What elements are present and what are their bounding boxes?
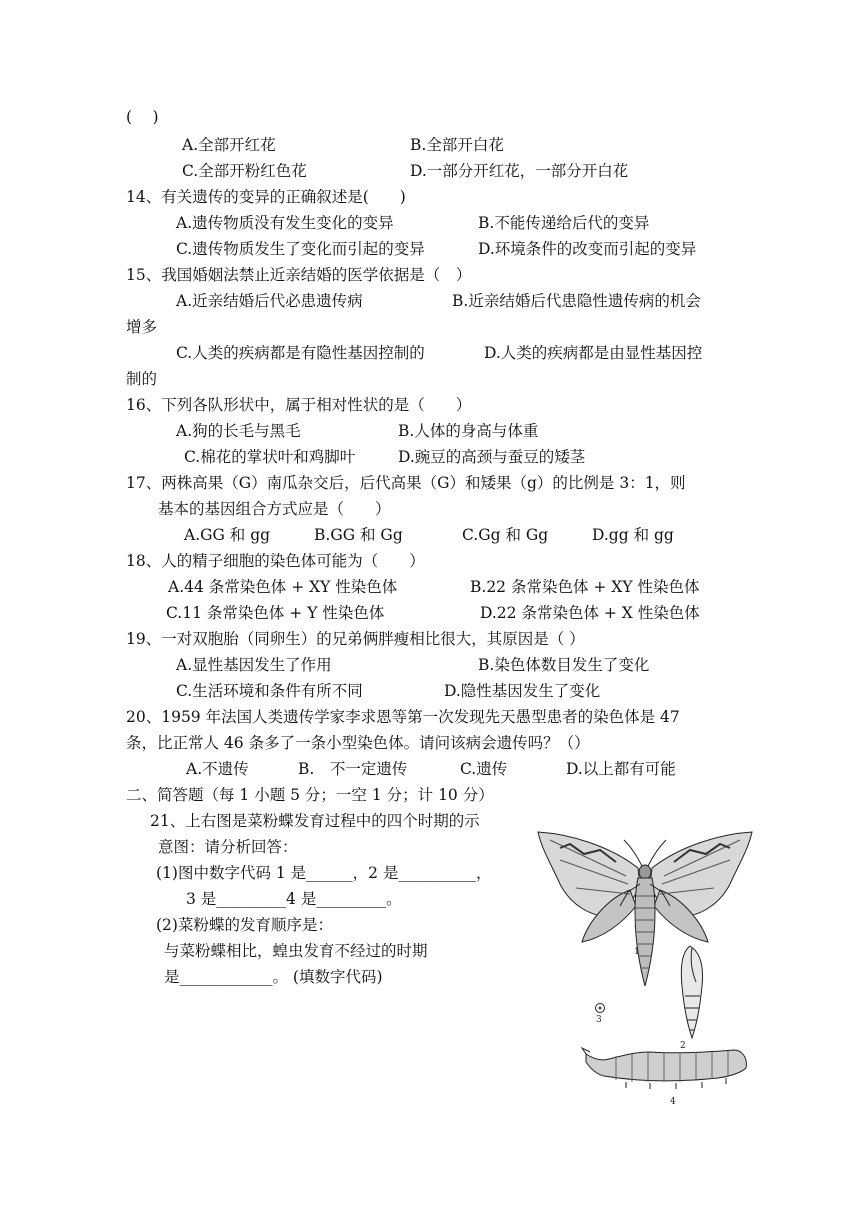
q18-stem: 18、人的精子细胞的染色体可能为（ ） [126,552,425,570]
q19-stem: 19、一对双胞胎（同卵生）的兄弟俩胖瘦相比很大，其原因是（ ） [126,630,585,648]
pupa [681,946,702,1038]
q17-option-c: C.Gg 和 Gg [462,526,549,544]
q13-option-d: D.一部分开红花，一部分开白花 [410,162,629,180]
q15-option-d: D.人类的疾病都是由显性基因控 [484,344,703,362]
q21-line-3: (1)图中数字代码 1 是______，2 是__________， [156,864,492,882]
q16-option-c: C.棉花的掌状叶和鸡脚叶 [184,448,356,466]
q13-option-a: A.全部开红花 [182,136,276,154]
q15-stem: 15、我国婚姻法禁止近亲结婚的医学依据是（ ） [126,266,472,284]
q13-option-b: B.全部开白花 [410,136,504,154]
adult-moth [538,832,752,986]
q20-option-d: D.以上都有可能 [566,760,676,778]
figure-label-1: 1 [634,947,640,957]
q17-option-d: D.gg 和 gg [592,526,674,544]
q13-option-c: C.全部开粉红色花 [182,162,307,180]
q20-option-a: A.不遗传 [186,760,249,778]
q21-line-5: (2)菜粉蝶的发育顺序是： [156,916,333,934]
egg [596,1004,605,1013]
q16-option-a: A.狗的长毛与黑毛 [176,422,301,440]
q15-option-d-cont: 制的 [126,370,158,388]
q14-option-a: A.遗传物质没有发生变化的变异 [176,214,394,232]
q18-option-b: B.22 条常染色体 + XY 性染色体 [470,578,700,596]
q19-option-b: B.染色体数目发生了变化 [478,656,650,674]
q17-stem-cont: 基本的基因组合方式应是（ ） [158,500,391,518]
q16-option-d: D.豌豆的高颈与蚕豆的矮茎 [398,448,586,466]
q21-line-6: 与菜粉蝶相比，蝗虫发育不经过的时期 [164,942,428,960]
q18-option-c: C.11 条常染色体 + Y 性染色体 [166,604,385,622]
q20-option-b: B. 不一定遗传 [298,760,408,778]
q18-option-d: D.22 条常染色体 + X 性染色体 [480,604,700,622]
q15-option-b: B.近亲结婚后代患隐性遗传病的机会 [452,292,701,310]
figure-label-4: 4 [670,1097,676,1107]
q13-paren: ( ) [126,108,159,126]
q14-option-b: B.不能传递给后代的变异 [478,214,650,232]
q21-line-1: 21、上右图是菜粉蝶发育过程中的四个时期的示 [150,812,480,830]
q20-option-c: C.遗传 [460,760,508,778]
q14-option-c: C.遗传物质发生了变化而引起的变异 [176,240,425,258]
q14-stem: 14、有关遗传的变异的正确叙述是( ) [126,188,406,206]
figure-label-2: 2 [680,1041,686,1051]
q16-stem: 16、下列各队形状中，属于相对性状的是（ ） [126,396,472,414]
q14-option-d: D.环境条件的改变而引起的变异 [478,240,697,258]
figure-label-3: 3 [596,1015,602,1025]
q17-option-b: B.GG 和 Gg [314,526,403,544]
q21-line-4: 3 是_________4 是_________。 [186,890,402,908]
q21-line-2: 意图：请分析回答： [158,838,298,856]
q21-line-7: 是____________。 (填数字代码) [164,968,383,986]
q17-option-a: A.GG 和 gg [184,526,271,544]
section-2-heading: 二、简答题（每 1 小题 5 分；一空 1 分；计 10 分） [126,786,494,804]
caterpillar [582,1048,746,1089]
q16-option-b: B.人体的身高与体重 [398,422,539,440]
q15-option-c: C.人类的疾病都是有隐性基因控制的 [176,344,425,362]
q19-option-a: A.显性基因发生了作用 [176,656,332,674]
q18-option-a: A.44 条常染色体 + XY 性染色体 [168,578,398,596]
q19-option-c: C.生活环境和条件有所不同 [176,682,363,700]
q17-stem: 17、两株高果（G）南瓜杂交后，后代高果（G）和矮果（g）的比例是 3：1，则 [126,474,686,492]
q19-option-d: D.隐性基因发生了变化 [444,682,601,700]
butterfly-life-cycle-figure [530,826,760,1116]
q20-stem: 20、1959 年法国人类遗传学家李求恩等第一次发现先天愚型患者的染色体是 47 [126,708,680,726]
q20-stem-cont: 条，比正常人 46 条多了一条小型染色体。请问该病会遗传吗？（） [126,734,590,752]
q15-option-a: A.近亲结婚后代必患遗传病 [176,292,363,310]
q15-option-b-cont: 增多 [126,318,158,336]
